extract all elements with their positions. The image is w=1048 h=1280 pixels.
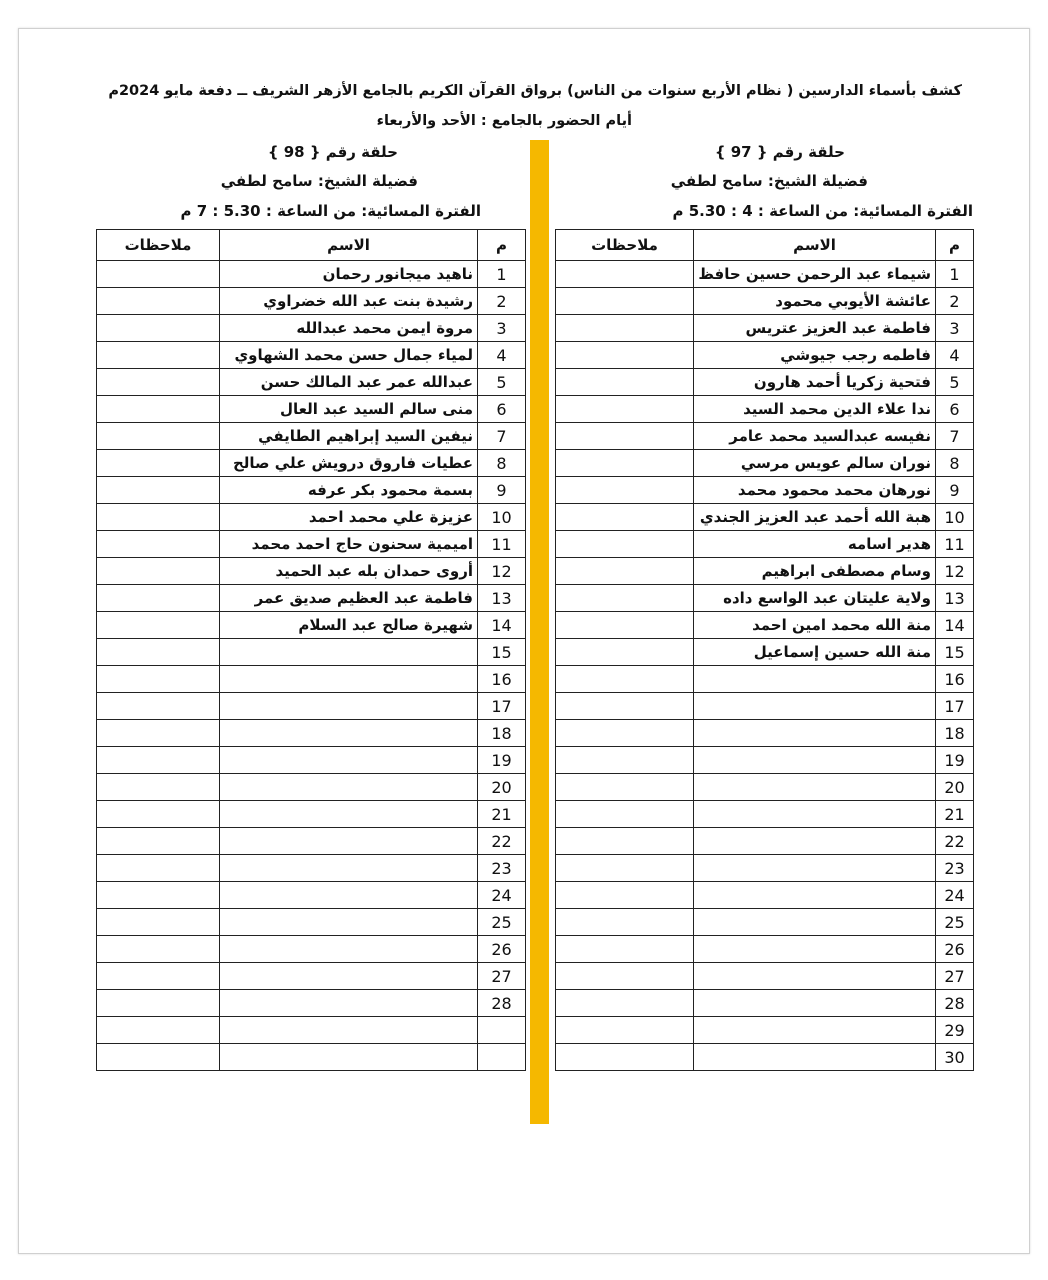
- table-row: [556, 666, 974, 693]
- student-name: منة الله حسين إسماعيل: [694, 639, 936, 666]
- notes-cell: [556, 423, 694, 450]
- table-row: [556, 693, 974, 720]
- notes-cell: [556, 720, 694, 747]
- table-row: [556, 558, 974, 585]
- student-name: [694, 855, 936, 882]
- row-number: 25: [478, 909, 526, 936]
- student-name: [220, 936, 478, 963]
- row-number: 16: [936, 666, 974, 693]
- row-number: 7: [478, 423, 526, 450]
- left-circle-number: حلقة رقم { 98 }: [267, 143, 398, 161]
- notes-cell: [97, 288, 220, 315]
- student-name: شهيرة صالح عبد السلام: [220, 612, 478, 639]
- student-name: [694, 882, 936, 909]
- notes-cell: [556, 585, 694, 612]
- notes-cell: [97, 504, 220, 531]
- notes-cell: [556, 801, 694, 828]
- table-row: [97, 963, 526, 990]
- table-row: [97, 828, 526, 855]
- student-name: [694, 936, 936, 963]
- row-number: 1: [478, 261, 526, 288]
- table-row: [556, 315, 974, 342]
- student-name: [694, 693, 936, 720]
- table-row: [556, 612, 974, 639]
- table-row: [556, 1044, 974, 1071]
- table-row: [97, 288, 526, 315]
- student-name: [220, 747, 478, 774]
- table-row: [97, 990, 526, 1017]
- row-number: 28: [478, 990, 526, 1017]
- notes-cell: [97, 477, 220, 504]
- notes-cell: [556, 990, 694, 1017]
- student-name: عبدالله عمر عبد المالك حسن: [220, 369, 478, 396]
- notes-cell: [556, 612, 694, 639]
- table-row: [556, 423, 974, 450]
- table-row: [97, 801, 526, 828]
- row-number: 15: [478, 639, 526, 666]
- table-row: [556, 504, 974, 531]
- notes-cell: [556, 504, 694, 531]
- notes-cell: [556, 909, 694, 936]
- table-row: [556, 936, 974, 963]
- row-number: 18: [936, 720, 974, 747]
- student-name: نوران سالم عويس مرسي: [694, 450, 936, 477]
- student-name: رشيدة بنت عبد الله خضراوي: [220, 288, 478, 315]
- row-number: 9: [936, 477, 974, 504]
- table-row: [97, 882, 526, 909]
- table-row: [97, 315, 526, 342]
- notes-cell: [97, 1017, 220, 1044]
- left-circle-period: الفترة المسائية: من الساعة : 5.30 : 7 م: [180, 202, 481, 220]
- student-name: [220, 666, 478, 693]
- notes-cell: [97, 666, 220, 693]
- notes-cell: [556, 882, 694, 909]
- notes-cell: [97, 558, 220, 585]
- notes-cell: [556, 288, 694, 315]
- right-circle-sheikh: فضيلة الشيخ: سامح لطفي: [670, 172, 868, 190]
- table-row: [556, 828, 974, 855]
- student-name: هدير اسامه: [694, 531, 936, 558]
- row-number: 25: [936, 909, 974, 936]
- table-row: [556, 261, 974, 288]
- student-name: اميمية سحنون حاج احمد محمد: [220, 531, 478, 558]
- student-name: عزيزة علي محمد احمد: [220, 504, 478, 531]
- table-row: [556, 369, 974, 396]
- table-row: [556, 639, 974, 666]
- table-row: [556, 720, 974, 747]
- student-name: منى سالم السيد عبد العال: [220, 396, 478, 423]
- notes-cell: [556, 747, 694, 774]
- row-number: 20: [936, 774, 974, 801]
- notes-cell: [97, 828, 220, 855]
- student-name: [694, 1017, 936, 1044]
- student-name: [694, 720, 936, 747]
- col-num-header: م: [478, 230, 526, 261]
- student-name: [220, 1044, 478, 1071]
- student-name: [694, 963, 936, 990]
- table-row: [97, 504, 526, 531]
- student-name: [220, 882, 478, 909]
- table-row: [97, 261, 526, 288]
- student-name: فتحية زكريا أحمد هارون: [694, 369, 936, 396]
- student-name: أروى حمدان بله عبد الحميد: [220, 558, 478, 585]
- notes-cell: [97, 882, 220, 909]
- row-number: 20: [478, 774, 526, 801]
- table-row: [97, 1044, 526, 1071]
- notes-cell: [97, 990, 220, 1017]
- notes-cell: [97, 450, 220, 477]
- row-number: 14: [478, 612, 526, 639]
- student-name: فاطمة عبد العزيز عتريس: [694, 315, 936, 342]
- row-number: 19: [936, 747, 974, 774]
- notes-cell: [556, 639, 694, 666]
- notes-cell: [97, 936, 220, 963]
- row-number: 26: [478, 936, 526, 963]
- student-name: عطيات فاروق درويش علي صالح: [220, 450, 478, 477]
- student-name: [220, 693, 478, 720]
- student-name: [694, 747, 936, 774]
- student-name: [220, 990, 478, 1017]
- student-name: ناهيد ميجانور رحمان: [220, 261, 478, 288]
- col-notes-header: ملاحظات: [556, 230, 694, 261]
- notes-cell: [97, 396, 220, 423]
- notes-cell: [556, 450, 694, 477]
- row-number: 13: [478, 585, 526, 612]
- document-title: كشف بأسماء الدارسين ( نظام الأربع سنوات من الناس) برواق القرآن الكريم بالجامع الأزهر الشريف ــ دفعة مايو 2024م: [108, 83, 962, 99]
- row-number: 17: [478, 693, 526, 720]
- row-number: 2: [478, 288, 526, 315]
- notes-cell: [97, 909, 220, 936]
- table-row: [556, 774, 974, 801]
- table-row: [556, 342, 974, 369]
- notes-cell: [556, 531, 694, 558]
- notes-cell: [97, 747, 220, 774]
- row-number: 28: [936, 990, 974, 1017]
- row-number: 21: [478, 801, 526, 828]
- row-number: 3: [936, 315, 974, 342]
- row-number: 19: [478, 747, 526, 774]
- row-number: 6: [936, 396, 974, 423]
- row-number: 9: [478, 477, 526, 504]
- student-name: [694, 1044, 936, 1071]
- row-number: 15: [936, 639, 974, 666]
- row-number: 24: [936, 882, 974, 909]
- table-row: [556, 288, 974, 315]
- table-row: [556, 396, 974, 423]
- notes-cell: [97, 963, 220, 990]
- col-num-header: م: [936, 230, 974, 261]
- row-number: 4: [936, 342, 974, 369]
- table-row: [556, 990, 974, 1017]
- right-circle-period: الفترة المسائية: من الساعة : 4 : 5.30 م: [672, 202, 973, 220]
- student-name: [220, 639, 478, 666]
- table-row: [97, 450, 526, 477]
- student-name: [694, 801, 936, 828]
- student-name: [220, 909, 478, 936]
- student-name: مروة ايمن محمد عبدالله: [220, 315, 478, 342]
- table-row: [97, 423, 526, 450]
- col-notes-header: ملاحظات: [97, 230, 220, 261]
- table-row: [556, 882, 974, 909]
- student-name: [220, 720, 478, 747]
- table-row: [556, 747, 974, 774]
- notes-cell: [556, 558, 694, 585]
- notes-cell: [556, 855, 694, 882]
- table-row: [556, 801, 974, 828]
- notes-cell: [97, 369, 220, 396]
- notes-cell: [97, 342, 220, 369]
- notes-cell: [556, 774, 694, 801]
- notes-cell: [556, 261, 694, 288]
- notes-cell: [97, 693, 220, 720]
- left-circle-sheikh: فضيلة الشيخ: سامح لطفي: [220, 172, 418, 190]
- table-row: [97, 531, 526, 558]
- left-circle-table: [96, 229, 526, 1071]
- student-name: وسام مصطفى ابراهيم: [694, 558, 936, 585]
- row-number: 23: [936, 855, 974, 882]
- student-name: فاطمه رجب جيوشي: [694, 342, 936, 369]
- row-number: 12: [936, 558, 974, 585]
- notes-cell: [97, 423, 220, 450]
- notes-cell: [97, 774, 220, 801]
- notes-cell: [97, 261, 220, 288]
- notes-cell: [556, 396, 694, 423]
- row-number: 22: [478, 828, 526, 855]
- row-number: 8: [936, 450, 974, 477]
- table-row: [97, 1017, 526, 1044]
- student-name: [220, 963, 478, 990]
- table-row: [97, 558, 526, 585]
- student-name: [694, 828, 936, 855]
- table-row: [556, 909, 974, 936]
- row-number: 13: [936, 585, 974, 612]
- student-name: [220, 828, 478, 855]
- row-number: 11: [936, 531, 974, 558]
- table-row: [97, 720, 526, 747]
- notes-cell: [556, 477, 694, 504]
- student-name: [694, 909, 936, 936]
- notes-cell: [556, 693, 694, 720]
- row-number: 18: [478, 720, 526, 747]
- table-row: [556, 855, 974, 882]
- table-row: [97, 477, 526, 504]
- table-row: [556, 1017, 974, 1044]
- student-name: شيماء عبد الرحمن حسين حافظ: [694, 261, 936, 288]
- student-name: نورهان محمد محمود محمد: [694, 477, 936, 504]
- student-name: عائشة الأيوبي محمود: [694, 288, 936, 315]
- row-number: 23: [478, 855, 526, 882]
- table-row: [97, 585, 526, 612]
- table-row: [97, 396, 526, 423]
- row-number: 10: [478, 504, 526, 531]
- table-row: [556, 531, 974, 558]
- student-name: ولاية عليتان عبد الواسع داده: [694, 585, 936, 612]
- row-number: 12: [478, 558, 526, 585]
- row-number: [478, 1044, 526, 1071]
- student-name: هبة الله أحمد عبد العزيز الجندي: [694, 504, 936, 531]
- row-number: 22: [936, 828, 974, 855]
- table-row: [97, 936, 526, 963]
- student-name: [220, 1017, 478, 1044]
- student-name: [694, 990, 936, 1017]
- row-number: 16: [478, 666, 526, 693]
- row-number: 5: [478, 369, 526, 396]
- notes-cell: [97, 639, 220, 666]
- notes-cell: [97, 801, 220, 828]
- col-name-header: الاسم: [220, 230, 478, 261]
- row-number: 2: [936, 288, 974, 315]
- notes-cell: [97, 585, 220, 612]
- student-name: [220, 774, 478, 801]
- row-number: 7: [936, 423, 974, 450]
- table-row: [556, 963, 974, 990]
- student-name: [694, 774, 936, 801]
- col-name-header: الاسم: [694, 230, 936, 261]
- table-row: [97, 639, 526, 666]
- notes-cell: [97, 315, 220, 342]
- table-row: [97, 855, 526, 882]
- right-circle-table: [555, 229, 974, 1071]
- student-name: لمياء جمال حسن محمد الشهاوي: [220, 342, 478, 369]
- row-number: 10: [936, 504, 974, 531]
- student-name: [220, 801, 478, 828]
- row-number: [478, 1017, 526, 1044]
- row-number: 29: [936, 1017, 974, 1044]
- right-circle-number: حلقة رقم { 97 }: [714, 143, 845, 161]
- row-number: 1: [936, 261, 974, 288]
- student-name: منة الله محمد امين احمد: [694, 612, 936, 639]
- notes-cell: [97, 1044, 220, 1071]
- table-row: [97, 909, 526, 936]
- notes-cell: [97, 612, 220, 639]
- row-number: 24: [478, 882, 526, 909]
- student-name: نفيسه عبدالسيد محمد عامر: [694, 423, 936, 450]
- table-row: [97, 747, 526, 774]
- table-row: [556, 450, 974, 477]
- notes-cell: [556, 666, 694, 693]
- row-number: 5: [936, 369, 974, 396]
- table-row: [97, 666, 526, 693]
- row-number: 6: [478, 396, 526, 423]
- notes-cell: [97, 855, 220, 882]
- row-number: 26: [936, 936, 974, 963]
- notes-cell: [556, 369, 694, 396]
- student-name: نيفين السيد إبراهيم الطايفي: [220, 423, 478, 450]
- notes-cell: [556, 342, 694, 369]
- student-name: ندا علاء الدين محمد السيد: [694, 396, 936, 423]
- student-name: فاطمة عبد العظيم صديق عمر: [220, 585, 478, 612]
- row-number: 8: [478, 450, 526, 477]
- notes-cell: [556, 828, 694, 855]
- notes-cell: [556, 1044, 694, 1071]
- notes-cell: [97, 720, 220, 747]
- notes-cell: [556, 315, 694, 342]
- student-name: [694, 666, 936, 693]
- row-number: 21: [936, 801, 974, 828]
- table-row: [97, 342, 526, 369]
- table-row: [97, 612, 526, 639]
- row-number: 27: [936, 963, 974, 990]
- notes-cell: [556, 936, 694, 963]
- row-number: 4: [478, 342, 526, 369]
- yellow-divider: [530, 140, 549, 1124]
- row-number: 11: [478, 531, 526, 558]
- table-row: [97, 774, 526, 801]
- table-row: [556, 585, 974, 612]
- table-row: [556, 477, 974, 504]
- notes-cell: [556, 963, 694, 990]
- notes-cell: [97, 531, 220, 558]
- student-name: [220, 855, 478, 882]
- table-row: [97, 369, 526, 396]
- student-name: بسمة محمود بكر عرفه: [220, 477, 478, 504]
- row-number: 3: [478, 315, 526, 342]
- notes-cell: [556, 1017, 694, 1044]
- table-row: [97, 693, 526, 720]
- attendance-days: أيام الحضور بالجامع : الأحد والأربعاء: [376, 113, 632, 129]
- row-number: 27: [478, 963, 526, 990]
- row-number: 30: [936, 1044, 974, 1071]
- row-number: 14: [936, 612, 974, 639]
- row-number: 17: [936, 693, 974, 720]
